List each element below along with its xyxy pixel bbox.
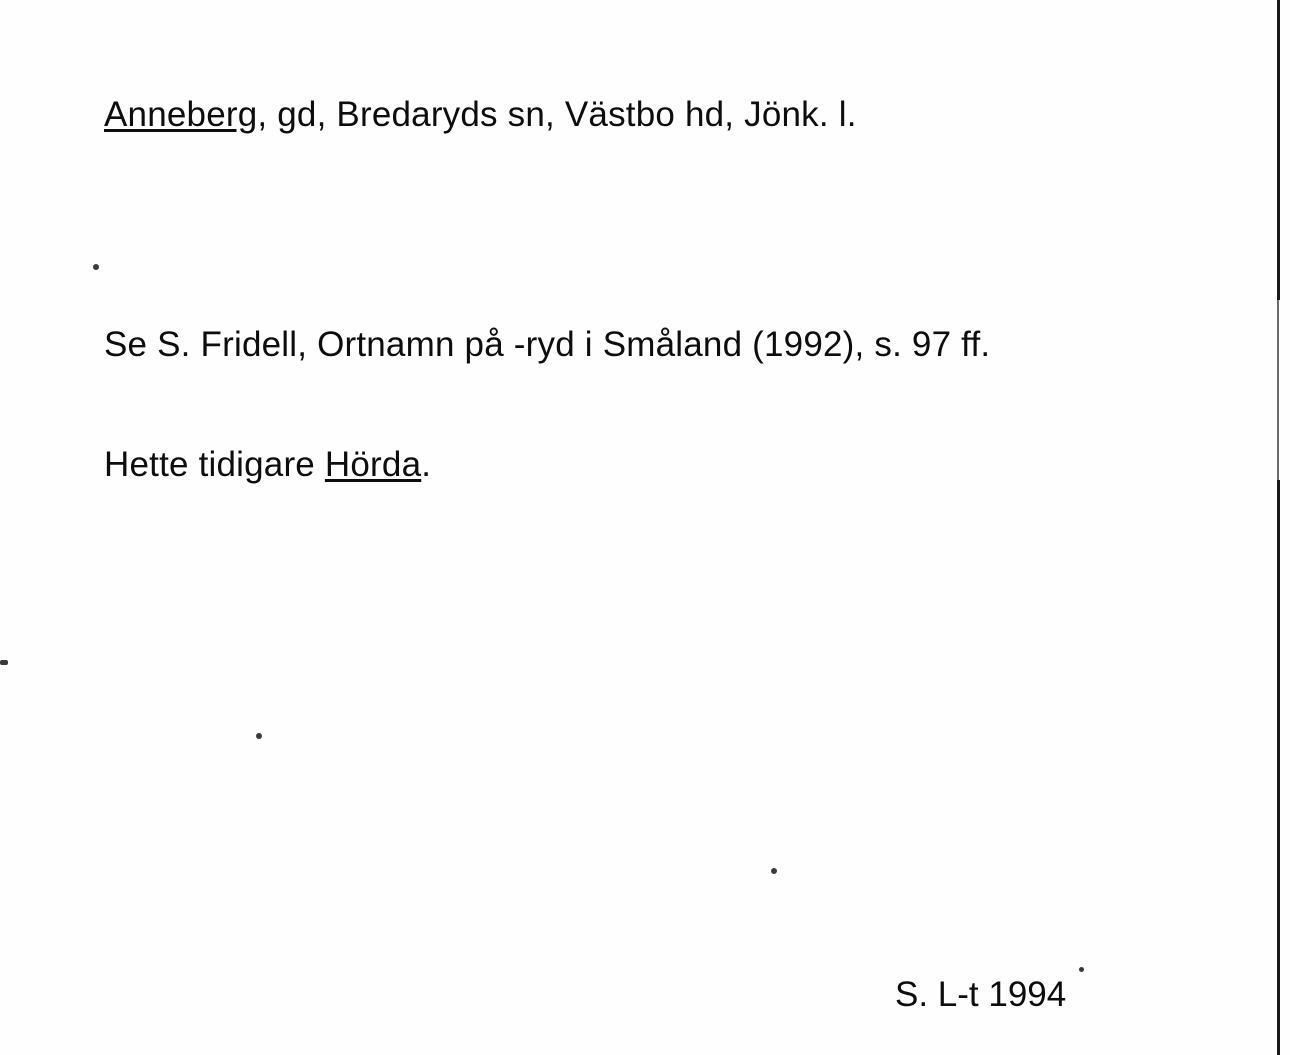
entry-signature: S. L-t 1994 (895, 975, 1067, 1014)
scan-edge-line-middle (1277, 300, 1279, 480)
scan-edge-line-bottom (1277, 480, 1280, 1055)
scan-edge-line-top (1277, 0, 1280, 300)
entry-headword-line (104, 95, 857, 135)
entry-reference-line: Se S. Fridell, Ortnamn på -ryd i Småland (1992), s. 97 ff. (104, 325, 991, 364)
entry-headword: Anneberg (104, 95, 258, 134)
scan-speck (0, 660, 8, 665)
scan-speck (1079, 967, 1084, 972)
former-name: Hörda (324, 445, 422, 484)
scan-speck (256, 733, 262, 739)
entry-former-name-line (104, 445, 431, 485)
former-name-suffix: . (421, 445, 432, 484)
former-name-prefix: Hette tidigare (104, 445, 325, 484)
entry-headword-details: , gd, Bredaryds sn, Västbo hd, Jönk. l. (257, 95, 857, 134)
scan-speck (93, 264, 99, 270)
scan-speck (771, 868, 777, 874)
